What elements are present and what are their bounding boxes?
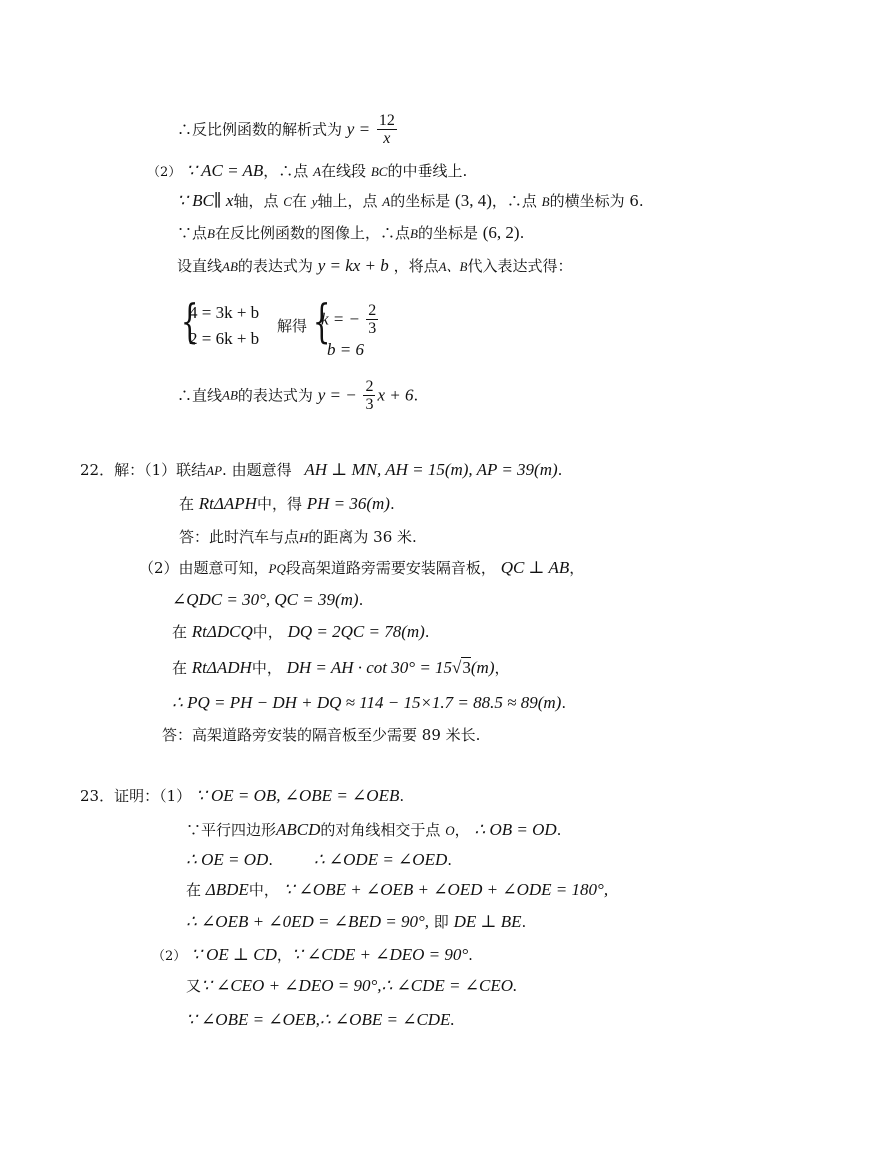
part2-line5-text-a: ∴直线 [177, 386, 223, 405]
part2-line2-text-e: ，∴点 [491, 192, 537, 210]
angle-ceo: ∵ ∠CEO + ∠DEO = 90°,∴ ∠CDE = ∠CEO. [201, 976, 518, 995]
q22-head-end: . [557, 461, 563, 479]
part2-line3-text-a: ∵点 [177, 224, 208, 242]
line-ab: AB [222, 387, 238, 403]
q22-answer1-b: 的距离为 36 米. [308, 528, 417, 546]
part2-line5-end: . [413, 386, 419, 405]
left-brace: { [180, 294, 199, 348]
inverse-function-line [177, 112, 399, 152]
sqrt-sign: √ [452, 658, 462, 677]
q23-part2-line1 [152, 945, 473, 967]
angle-ode-oed: ∴ ∠ODE = ∠OED [313, 850, 448, 869]
point-h: H [299, 530, 309, 545]
segment-ap: AP [206, 463, 223, 478]
triangle-adh: RtΔADH [191, 658, 252, 677]
q23-line3-b-end: . [447, 851, 453, 869]
sqrt-radicand: 3 [462, 658, 471, 677]
bc-parallel-x: ∵ BC∥ x [177, 191, 234, 210]
point-a: A [382, 194, 391, 209]
equation-system [177, 294, 397, 368]
angle-qdc: ∠QDC = 30°, QC = 39(m) [172, 590, 359, 609]
qc-perp-ab: QC ⊥ AB [500, 558, 570, 577]
part2-line1-text-c: 的中垂线上. [387, 162, 468, 180]
triangle-dcq: RtΔDCQ [191, 622, 253, 641]
q23-part2-comma: ， [276, 946, 292, 964]
part2-line3 [177, 223, 524, 244]
q22-part2-line2-end: . [358, 591, 364, 609]
line-tail: x + 6 [377, 385, 414, 405]
q23-given: ∵ OE = OB, ∠OBE = ∠OEB [195, 786, 400, 805]
q22-given: AH ⊥ MN, AH = 15(m), AP = 39(m) [304, 460, 558, 479]
q22-head-text-b: . 由题意得 [222, 461, 292, 479]
dh-value: DH = AH · cot 30° = 15 [286, 658, 453, 677]
part2-line4-text-d: 代入表达式得： [467, 257, 573, 275]
q22-line2-end: . [389, 495, 395, 513]
solve-label: 解得 [277, 317, 308, 335]
part2-line2-text-c: 轴上，点 [317, 192, 378, 210]
part2-line2-text-b: 在 [291, 192, 307, 210]
part2-line3-end: . [519, 224, 525, 242]
q23-line3-a-end: . [268, 851, 274, 869]
q23-line4-a: 在 [186, 881, 202, 899]
point-a: A [313, 164, 322, 179]
q22-head [80, 460, 562, 481]
pq-value: ∴ PQ = PH − DH + DQ ≈ 114 − 15×1.7 = 88.5 ≈ 89(m) [172, 693, 562, 712]
q23-part2-line2-a: 又 [186, 977, 202, 995]
q22-head-text: 22．解：（1）联结 [80, 461, 207, 479]
q23-part2-line2 [186, 976, 517, 996]
point-c: C [283, 194, 292, 209]
point-o: O [445, 823, 455, 838]
q22-part2-b: 段高架道路旁需要安装隔音板， [285, 559, 496, 577]
part2-line1-text-a: ，∴点 [263, 162, 309, 180]
parallelogram-abcd: ABCD [276, 820, 321, 839]
q23-line5 [186, 912, 526, 932]
ob-eq-od: ∴ OB = OD [474, 820, 557, 839]
q23-line2-c: ， [454, 821, 470, 839]
slope-numerator: 2 [365, 378, 374, 395]
part2-line5-text-b: 的表达式为 [237, 386, 313, 405]
q22-line2-b: 中，得 [256, 495, 302, 513]
oe-perp-cd: ∵ OE ⊥ CD [191, 945, 277, 964]
part2-line4 [177, 256, 573, 277]
q22-part2-a: （2）由题意可知， [139, 559, 269, 577]
q23-line3 [186, 850, 452, 870]
q22-part2-line2 [172, 590, 363, 610]
q22-part2-line3 [172, 622, 430, 642]
solution-k-label: k = − [321, 309, 360, 329]
q22-part2-line4 [172, 658, 510, 678]
part2-line2-text-d: 的坐标是 [390, 192, 451, 210]
part2-line2-text-a: 轴，点 [233, 192, 279, 210]
angle-bed: ∴ ∠OEB + ∠0ED = ∠BED = 90°, [186, 912, 430, 931]
q22-line2 [179, 494, 395, 514]
part2-line3-text-c: 的坐标是 [417, 224, 478, 242]
q22-part2-line5 [172, 693, 566, 713]
ac-eq-ab: ∵ AC = AB [186, 161, 264, 180]
point-b: B [207, 226, 215, 241]
line-y: y = − [317, 385, 357, 405]
q22-part2-end: ， [569, 559, 585, 577]
q23-head-text: 23．证明：（1） [80, 787, 192, 805]
slope-denominator: 3 [365, 396, 374, 413]
solution-k-numerator: 2 [368, 302, 377, 319]
inverse-intro: ∴反比例函数的解析式为 [177, 120, 343, 139]
part2-line4-text-b: 的表达式为 [237, 257, 313, 275]
q23-head [80, 786, 404, 806]
q23-line5-text: 即 [433, 913, 449, 931]
q23-line4-b: 中， [248, 881, 279, 899]
oe-eq-od: ∴ OE = OD [186, 850, 269, 869]
dq-value: DQ = 2QC = 78(m) [287, 622, 425, 641]
axis-y: y [311, 194, 318, 209]
segment-bc: BC [370, 164, 388, 179]
part2-line2-text-f: 的横坐标为 6. [549, 192, 644, 210]
equation-2: 2 = 6k + b [189, 329, 260, 348]
q22-part2-line4-a: 在 [172, 659, 188, 677]
linear-form: y = kx + b [317, 256, 389, 275]
solution-k [321, 302, 380, 342]
triangle-bde: ΔBDE [205, 880, 249, 899]
segment-pq: PQ [268, 561, 286, 576]
q23-part2-line1-end: . [468, 946, 473, 964]
q23-head-end: . [399, 787, 405, 805]
de-perp-be: DE ⊥ BE [453, 912, 522, 931]
points-a-b: A、B [438, 259, 468, 274]
angle-cde-deo: ∵ ∠CDE + ∠DEO = 90° [291, 945, 469, 964]
fraction-numerator: 12 [378, 112, 395, 129]
part2-line2 [177, 191, 644, 212]
q22-part2-line3-a: 在 [172, 623, 188, 641]
coord-b: (6, 2) [482, 223, 520, 242]
part2-line3-text-b: 在反比例函数的图像上，∴点 [214, 224, 410, 242]
part2-label: （2） [147, 165, 182, 180]
right-system-brace: { [312, 294, 331, 348]
solution-k-fraction [366, 302, 378, 337]
q22-part2-line4-b: 中， [251, 659, 282, 677]
q23-line2-b: 的对角线相交于点 [320, 821, 441, 839]
q23-line2-end: . [556, 821, 562, 839]
point-b-2: B [409, 226, 418, 241]
q22-part2-line3-end: . [424, 623, 430, 641]
q22-answer1-a: 答：此时汽车与点 [179, 528, 300, 546]
part2-line4-text-c: ，将点 [393, 257, 439, 275]
q22-part2-head [139, 558, 584, 579]
q23-line5-end: . [521, 913, 527, 931]
q23-line4 [186, 880, 608, 900]
part2-line4-text-a: 设直线 [177, 257, 223, 275]
q23-line2-a: ∵平行四边形 [186, 821, 277, 839]
y-equals: y = [346, 119, 371, 139]
point-b: B [541, 194, 550, 209]
part2-line1-text-b: 在线段 [321, 162, 367, 180]
q23-part2-label: （2） [152, 949, 187, 964]
line-ab: AB [222, 259, 238, 274]
q23-part2-line3 [186, 1010, 455, 1030]
angle-obe-cde: ∵ ∠OBE = ∠OEB,∴ ∠OBE = ∠CDE. [186, 1010, 455, 1029]
angle-sum: ∵ ∠OBE + ∠OEB + ∠OED + ∠ODE = 180°, [283, 880, 609, 899]
triangle-aph: RtΔAPH [198, 494, 257, 513]
fraction-denominator: x [383, 130, 391, 147]
q22-answer2: 答：高架道路旁安装的隔音板至少需要 89 米长. [162, 726, 481, 744]
solution-k-denominator: 3 [368, 320, 377, 337]
equation-1: 4 = 3k + b [189, 303, 260, 322]
q22-part2-line5-end: . [561, 694, 567, 712]
q23-line2 [186, 820, 561, 841]
solution-b: b = 6 [327, 340, 364, 359]
q22-answer1 [179, 527, 417, 548]
q22-part2-line4-end: ， [494, 659, 510, 677]
coord-a: (3, 4) [455, 191, 492, 210]
q22-line2-a: 在 [179, 495, 195, 513]
dh-unit: (m) [470, 658, 495, 677]
part2-line1 [147, 161, 467, 183]
fraction-12-over-x [377, 112, 397, 147]
part2-line5 [177, 378, 418, 418]
q22-part2-line3-b: 中， [252, 623, 283, 641]
slope-fraction [363, 378, 375, 413]
ph-value: PH = 36(m) [306, 494, 390, 513]
